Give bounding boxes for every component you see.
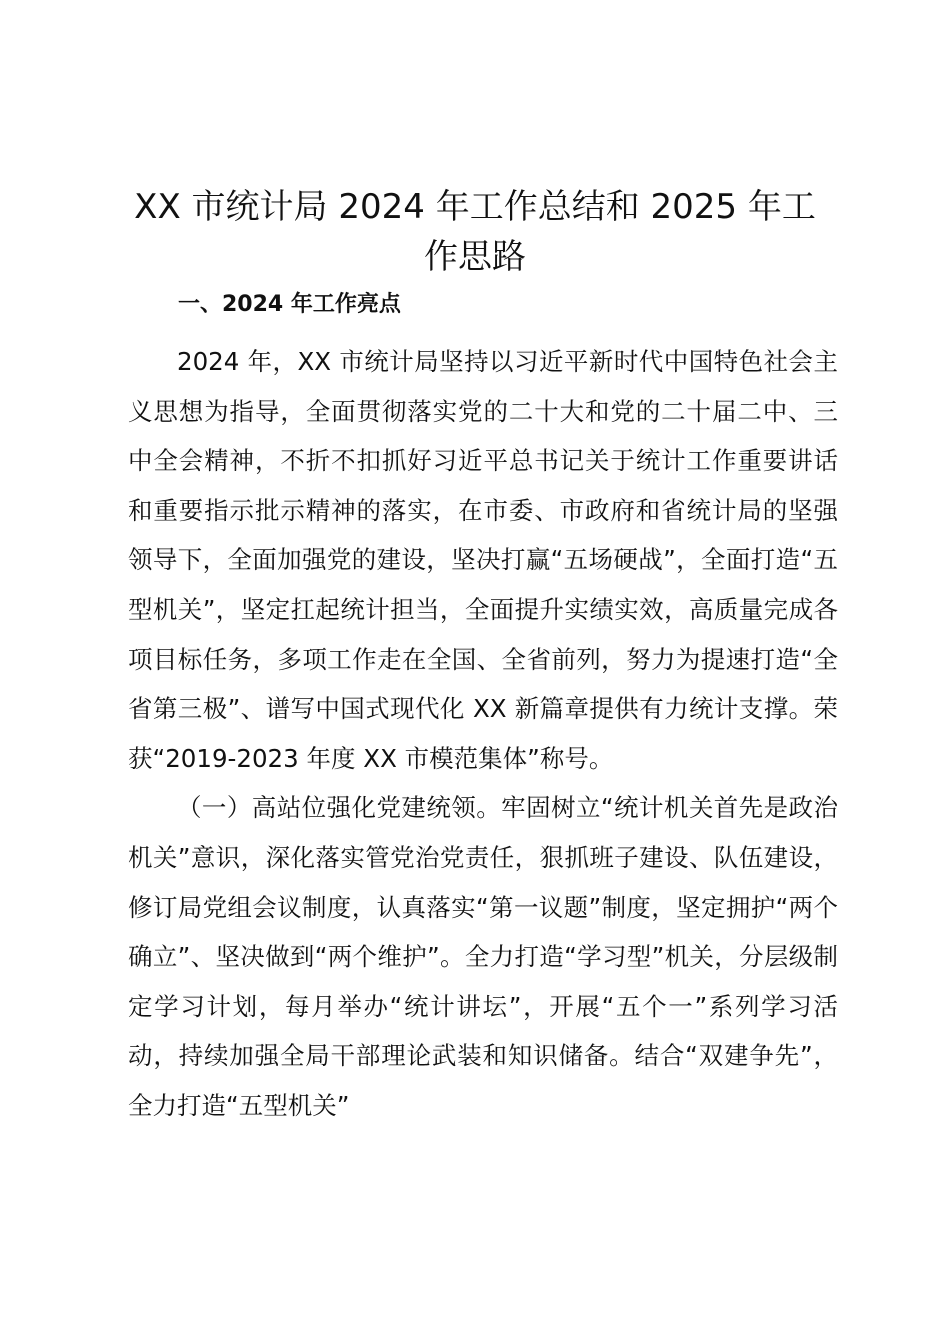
document-title: XX 市统计局 2024 年工作总结和 2025 年工作思路 xyxy=(134,187,816,277)
paragraph-party-building: （一）高站位强化党建统领。牢固树立“统计机关首先是政治机关”意识，深化落实管党治党责任，狠抓班子建设、队伍建设，修订局党组会议制度，认真落实“第一议题”制度，坚定拥护“两个确立”、坚决做到“两个维护”。全力打造“学习型”机关，分层级制定学习计划，每月举办“统计讲坛”，开展“五个一”系列学习活动，持续加强全局干部理论武装和知识储备。结合“双建争先”，全力打造“五型机关” xyxy=(128,793,838,1120)
paragraph-intro: 2024 年，XX 市统计局坚持以习近平新时代中国特色社会主义思想为指导，全面贯彻落实党的二十大和党的二十届二中、三中全会精神，不折不扣抓好习近平总书记关于统计工作重要讲话和重要指示批示精神的落实，在市委、市政府和省统计局的坚强领导下，全面加强党的建设，坚决打赢“五场硬战”，全面打造“五型机关”，坚定扛起统计担当，全面提升实绩实效，高质量完成各项目标任务，多项工作走在全国、全省前列，努力为提速打造“全省第三极”、谱写中国式现代化 XX 新篇章提供有力统计支撑。荣获“2019-2023 年度 XX 市模范集体”称号。 xyxy=(128,347,838,773)
section-heading: 一、2024 年工作亮点 xyxy=(178,292,401,317)
document-body xyxy=(128,337,838,1131)
